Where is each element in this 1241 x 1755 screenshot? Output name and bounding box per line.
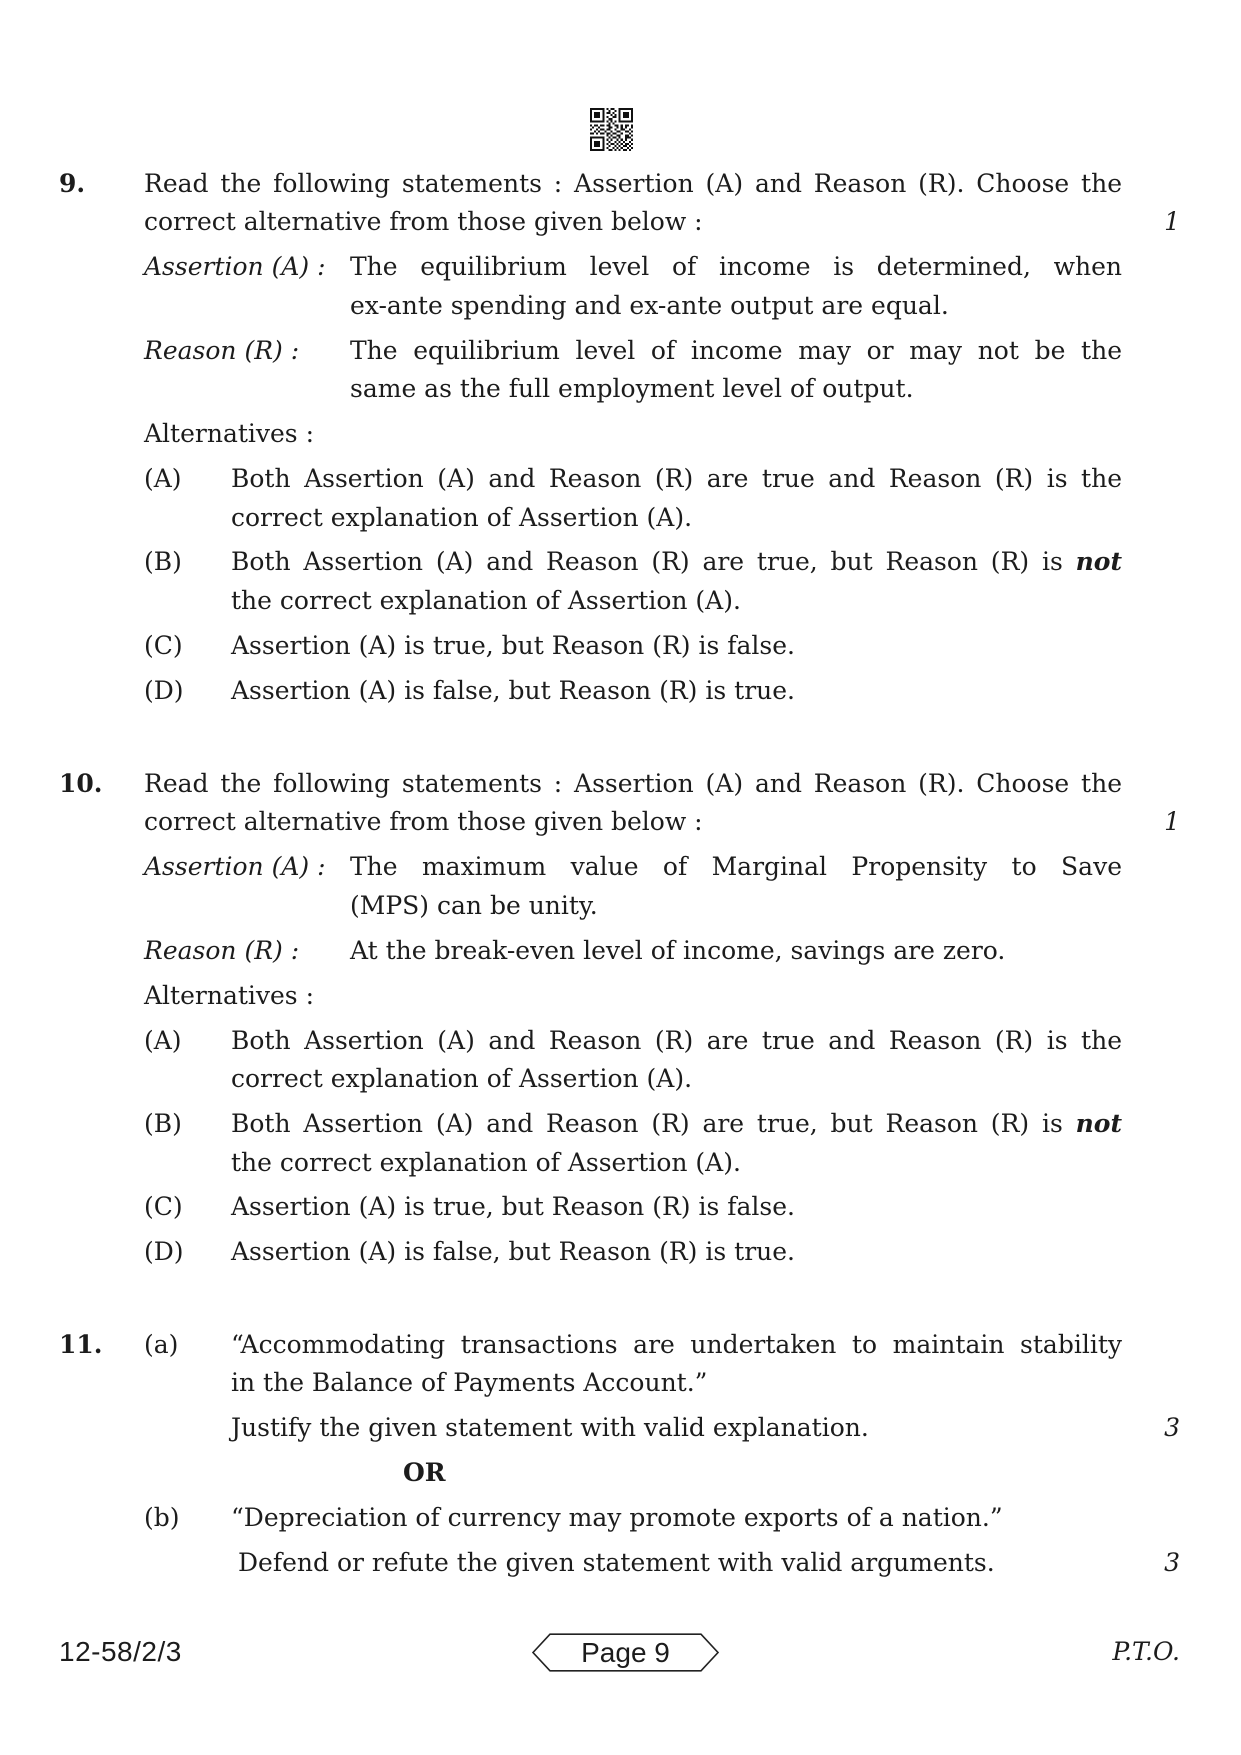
part-b-instruction: Defend or refute the given statement with valid arguments.	[238, 1548, 995, 1578]
option-c	[144, 1188, 1122, 1226]
option-b	[144, 543, 1122, 620]
question-stem-text: correct alternative from those given below :	[144, 807, 703, 837]
part-a-instruction-line	[231, 1409, 1180, 1447]
option-text	[231, 1022, 1122, 1099]
page-number: Page 9	[581, 1637, 670, 1668]
option-text-line	[231, 543, 1122, 581]
option-text-line: Assertion (A) is false, but Reason (R) is true.	[231, 675, 795, 705]
option-a	[144, 460, 1122, 537]
question-stem-line	[144, 203, 1180, 241]
option-emphasis: not	[1075, 1109, 1122, 1139]
marks: 3	[1164, 1548, 1180, 1578]
assertion	[144, 848, 1122, 925]
marks: 1	[1164, 807, 1180, 837]
option-text	[231, 672, 1122, 710]
reason	[144, 332, 1122, 409]
option-text-line: Assertion (A) is true, but Reason (R) is false.	[231, 630, 795, 660]
alternatives-label: Alternatives :	[144, 419, 315, 449]
reason-label: Reason (R) :	[144, 335, 300, 365]
option-text	[231, 1188, 1122, 1226]
option-b	[144, 1105, 1122, 1182]
option-text-line: correct explanation of Assertion (A).	[231, 502, 693, 532]
option-text-line: Assertion (A) is true, but Reason (R) is false.	[231, 1192, 795, 1222]
pto-label: P.T.O.	[1112, 1637, 1180, 1666]
option-text	[231, 1233, 1122, 1271]
option-label: (A)	[144, 1025, 182, 1055]
reason-text-line: The equilibrium level of income may or may not be the	[350, 335, 1122, 365]
assertion-text-line: The maximum value of Marginal Propensity to Save	[350, 852, 1122, 882]
reason-text-line: same as the full employment level of output.	[350, 374, 914, 404]
alternatives-label: Alternatives :	[144, 980, 315, 1010]
option-text	[231, 1105, 1122, 1182]
assertion-text	[350, 848, 1122, 925]
page-number-badge	[532, 1633, 719, 1672]
reason-text	[350, 332, 1122, 409]
question-number: 11.	[59, 1330, 103, 1359]
assertion	[144, 248, 1122, 325]
question-10	[0, 765, 1241, 1272]
assertion-label: Assertion (A) :	[144, 852, 326, 882]
option-text-line: correct explanation of Assertion (A).	[231, 1064, 693, 1094]
option-text	[231, 460, 1122, 537]
part-a-text	[231, 1326, 1180, 1493]
option-text-segment: Both Assertion (A) and Reason (R) are true, but Reason (R) is	[231, 1109, 1063, 1139]
reason-label: Reason (R) :	[144, 935, 300, 965]
question-11	[0, 1326, 1241, 1583]
option-text	[231, 543, 1122, 620]
part-a-quote-line: in the Balance of Payments Account.”	[231, 1368, 708, 1398]
part-a-label: (a)	[144, 1330, 179, 1359]
question-number: 9.	[59, 169, 86, 198]
option-text-line: Both Assertion (A) and Reason (R) are true and Reason (R) is the	[231, 1025, 1122, 1055]
option-text-line: Both Assertion (A) and Reason (R) are true and Reason (R) is the	[231, 464, 1122, 494]
option-label: (C)	[144, 630, 183, 660]
marks: 3	[1164, 1413, 1180, 1443]
option-a	[144, 1022, 1122, 1099]
part-b-text	[231, 1499, 1180, 1582]
option-text-line: Assertion (A) is false, but Reason (R) is true.	[231, 1237, 795, 1267]
option-label: (B)	[144, 1109, 182, 1139]
option-d	[144, 672, 1122, 710]
option-label: (A)	[144, 464, 182, 494]
question-body	[144, 165, 1180, 710]
question-stem-text: correct alternative from those given below :	[144, 207, 703, 237]
part-b-label: (b)	[144, 1503, 180, 1533]
qr-code	[590, 108, 633, 151]
qr-code-modules	[590, 108, 633, 151]
option-label: (C)	[144, 1192, 183, 1222]
part-b	[144, 1499, 1180, 1582]
assertion-text-line: The equilibrium level of income is determined, when	[350, 252, 1122, 282]
question-stem-line: Read the following statements : Assertion (A) and Reason (R). Choose the	[144, 769, 1122, 798]
option-label: (D)	[144, 675, 184, 705]
question-stem-line	[144, 803, 1180, 841]
part-a-quote-line: “Accommodating transactions are undertaken to maintain stability	[231, 1330, 1122, 1359]
assertion-text	[350, 248, 1122, 325]
assertion-text-line: (MPS) can be unity.	[350, 890, 598, 920]
question-stem-line: Read the following statements : Assertion (A) and Reason (R). Choose the	[144, 169, 1122, 198]
part-a-instruction: Justify the given statement with valid explanation.	[231, 1413, 869, 1443]
or-separator: OR	[403, 1458, 446, 1488]
question-number: 10.	[59, 769, 103, 798]
option-text-line	[231, 1105, 1122, 1143]
reason	[144, 932, 1122, 970]
option-label: (B)	[144, 547, 182, 577]
option-emphasis: not	[1075, 547, 1122, 577]
option-text	[231, 627, 1122, 665]
option-d	[144, 1233, 1122, 1271]
part-b-instruction-line	[231, 1544, 1180, 1582]
paper-code: 12-58/2/3	[59, 1636, 182, 1667]
question-body	[144, 765, 1180, 1272]
option-label: (D)	[144, 1237, 184, 1267]
reason-text	[350, 932, 1122, 970]
question-9	[0, 165, 1241, 710]
option-text-line: the correct explanation of Assertion (A).	[231, 1147, 741, 1177]
part-a	[144, 1326, 1180, 1493]
option-text-line: the correct explanation of Assertion (A).	[231, 585, 741, 615]
part-b-quote: “Depreciation of currency may promote exports of a nation.”	[231, 1503, 1003, 1533]
marks: 1	[1164, 207, 1180, 237]
assertion-label: Assertion (A) :	[144, 252, 326, 282]
question-body	[144, 1326, 1180, 1583]
assertion-text-line: ex-ante spending and ex-ante output are equal.	[350, 290, 949, 320]
reason-text-line: At the break-even level of income, savings are zero.	[350, 935, 1006, 965]
option-text-segment: Both Assertion (A) and Reason (R) are true, but Reason (R) is	[231, 547, 1063, 577]
option-c	[144, 627, 1122, 665]
